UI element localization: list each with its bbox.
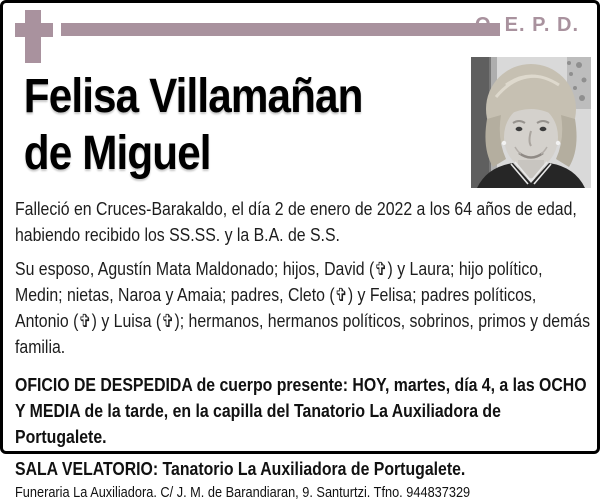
header-rule bbox=[61, 23, 500, 36]
death-notice: Falleció en Cruces-Barakaldo, el día 2 de enero de 2022 a los 64 años de edad, habiendo recibido los SS.SS. y la B.A. de S.S. bbox=[15, 199, 577, 245]
wake-info: SALA VELATORIO: Tanatorio La Auxiliadora de Portugalete. bbox=[15, 459, 466, 479]
content bbox=[15, 64, 591, 503]
deceased-name-line2: de Miguel bbox=[23, 127, 211, 180]
qepd-label: Q. E. P. D. bbox=[475, 14, 579, 36]
funeral-info: OFICIO DE DESPEDIDA de cuerpo presente: HOY, martes, día 4, a las OCHO Y MEDIA de la tarde, en la capilla del Tanatorio La Auxiliadora de Portugalete. bbox=[15, 375, 587, 447]
deceased-name bbox=[24, 68, 592, 182]
family-list: Su esposo, Agustín Mata Maldonado; hijos, David (✞) y Laura; hijo político, Medin; nietas, Naroa y Amaia; padres, Cleto (✞) y Felisa; padres políticos, Antonio (✞) y Luisa (✞); hermanos, hermanos políticos, sobrinos, primos y demás familia. bbox=[15, 259, 591, 357]
latin-cross-icon bbox=[15, 10, 53, 63]
funeral-home-info: Funeraria La Auxiliadora. C/ J. M. de Barandiaran, 9. Santurtzi. Tfno. 944837329 bbox=[15, 485, 471, 501]
deceased-name-line1: Felisa Villamañan bbox=[23, 70, 363, 123]
cross-horizontal-bar bbox=[15, 23, 53, 37]
